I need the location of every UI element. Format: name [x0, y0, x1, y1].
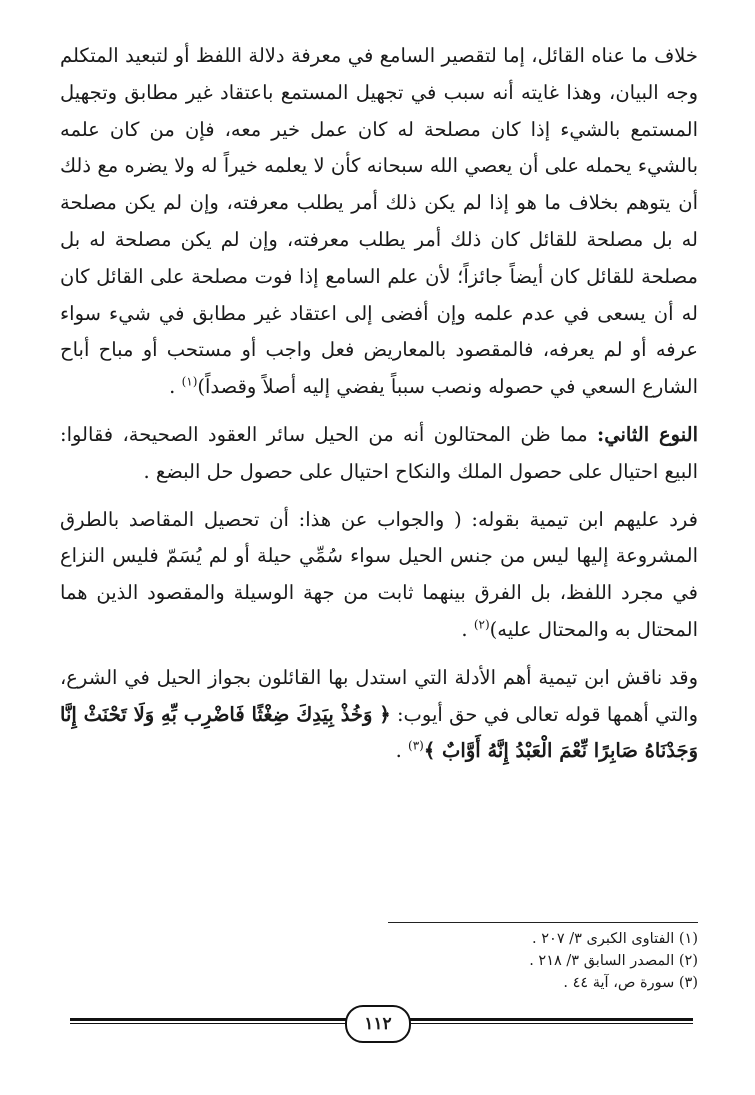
- page-number: [345, 1005, 411, 1043]
- footnote-1: (١) الفتاوى الكبرى ٣/ ٢٠٧ .: [532, 931, 698, 947]
- paragraph-3-end: .: [461, 617, 474, 641]
- footnote-2: (٢) المصدر السابق ٣/ ٢١٨ .: [529, 953, 698, 969]
- footnote-separator: [388, 922, 698, 923]
- footnote-ref-2: (٢): [473, 617, 490, 632]
- paragraph-3: [60, 502, 698, 649]
- paragraph-2-text: مما ظن المحتالون أنه من الحيل سائر العقود الصحيحة، فقالوا: البيع احتيال على حصول الملك والنكاح احتيال على حصول حل البضع .: [60, 422, 698, 483]
- paragraph-4-end: .: [395, 739, 408, 763]
- footnote-ref-1: (١): [181, 374, 198, 389]
- paragraph-3-text: فرد عليهم ابن تيمية بقوله: ( والجواب عن هذا: أن تحصيل المقاصد بالطرق المشروعة إليها ليس من جنس الحيل سواء سُمِّي حيلة أو لم يُسَمّ فليس النزاع في مجرد اللفظ، بل الفرق بينهما ثابت من جهة الوسيلة والمقصود الذين هما المحتال به والمحتال عليه): [60, 507, 698, 641]
- footnote-3: (٣) سورة ص، آية ٤٤ .: [563, 975, 698, 991]
- paragraph-1: [60, 38, 698, 406]
- section-heading: النوع الثاني:: [597, 422, 698, 446]
- page-number-text: ١١٢: [364, 1014, 392, 1034]
- paragraph-1-end: .: [169, 375, 182, 399]
- footnotes: [60, 928, 698, 994]
- paragraph-4-text: وقد ناقش ابن تيمية أهم الأدلة التي استدل بها القائلون بجواز الحيل في الشرع، والتي أهمها قوله تعالى في حق أيوب:: [60, 665, 698, 726]
- paragraph-2: [60, 417, 698, 491]
- paragraph-1-text: خلاف ما عناه القائل، إما لتقصير السامع في معرفة دلالة اللفظ أو لتبعيد المتكلم وجه البيان، وهذا غايته أنه سبب في تجهيل المستمع باعتقاد غير مطابق وتجهيل المستمع بالشيء إذا كان مصلحة له كان عمل خير معه، فإن من كان علمه بالشيء يحمله على أن يعصي الله سبحانه كأن لا يعلمه خيراً له ولا يضره مع ذلك أن يتوهم بخلاف ما هو إذا لم يكن ذلك أمر يطلب معرفته، وإن لم يكن مصلحة له بل مصلحة للقائل كان ذلك أمر يطلب معرفته، وإن لم يكن مصلحة له بل مصلحة للقائل كان أيضاً جائزاً؛ لأن علم السامع إذا فوت مصلحة على القائل كان له أن يسعى في عدم علمه وإن أفضى إلى اعتقاد غير مطابق في شيء سواء عرفه أو لم يعرفه، فالمقصود بالمعاريض فعل واجب أو مستحب أو مباح أباح الشارع السعي في حصوله ونصب سبباً يفضي إليه أصلاً وقصداً): [60, 44, 699, 399]
- footnote-ref-3: (٣): [408, 738, 424, 753]
- quran-verse: ﴿ وَخُذْ بِيَدِكَ ضِغْثًا فَاضْرِب بِّهِ وَلَا تَحْنَثْ إِنَّا وَجَدْنَاهُ صَابِرًا نِّعْمَ الْعَبْدُ إِنَّهُ أَوَّابٌ ﴾: [60, 702, 698, 763]
- page-body: [60, 38, 698, 770]
- paragraph-4: [60, 660, 698, 770]
